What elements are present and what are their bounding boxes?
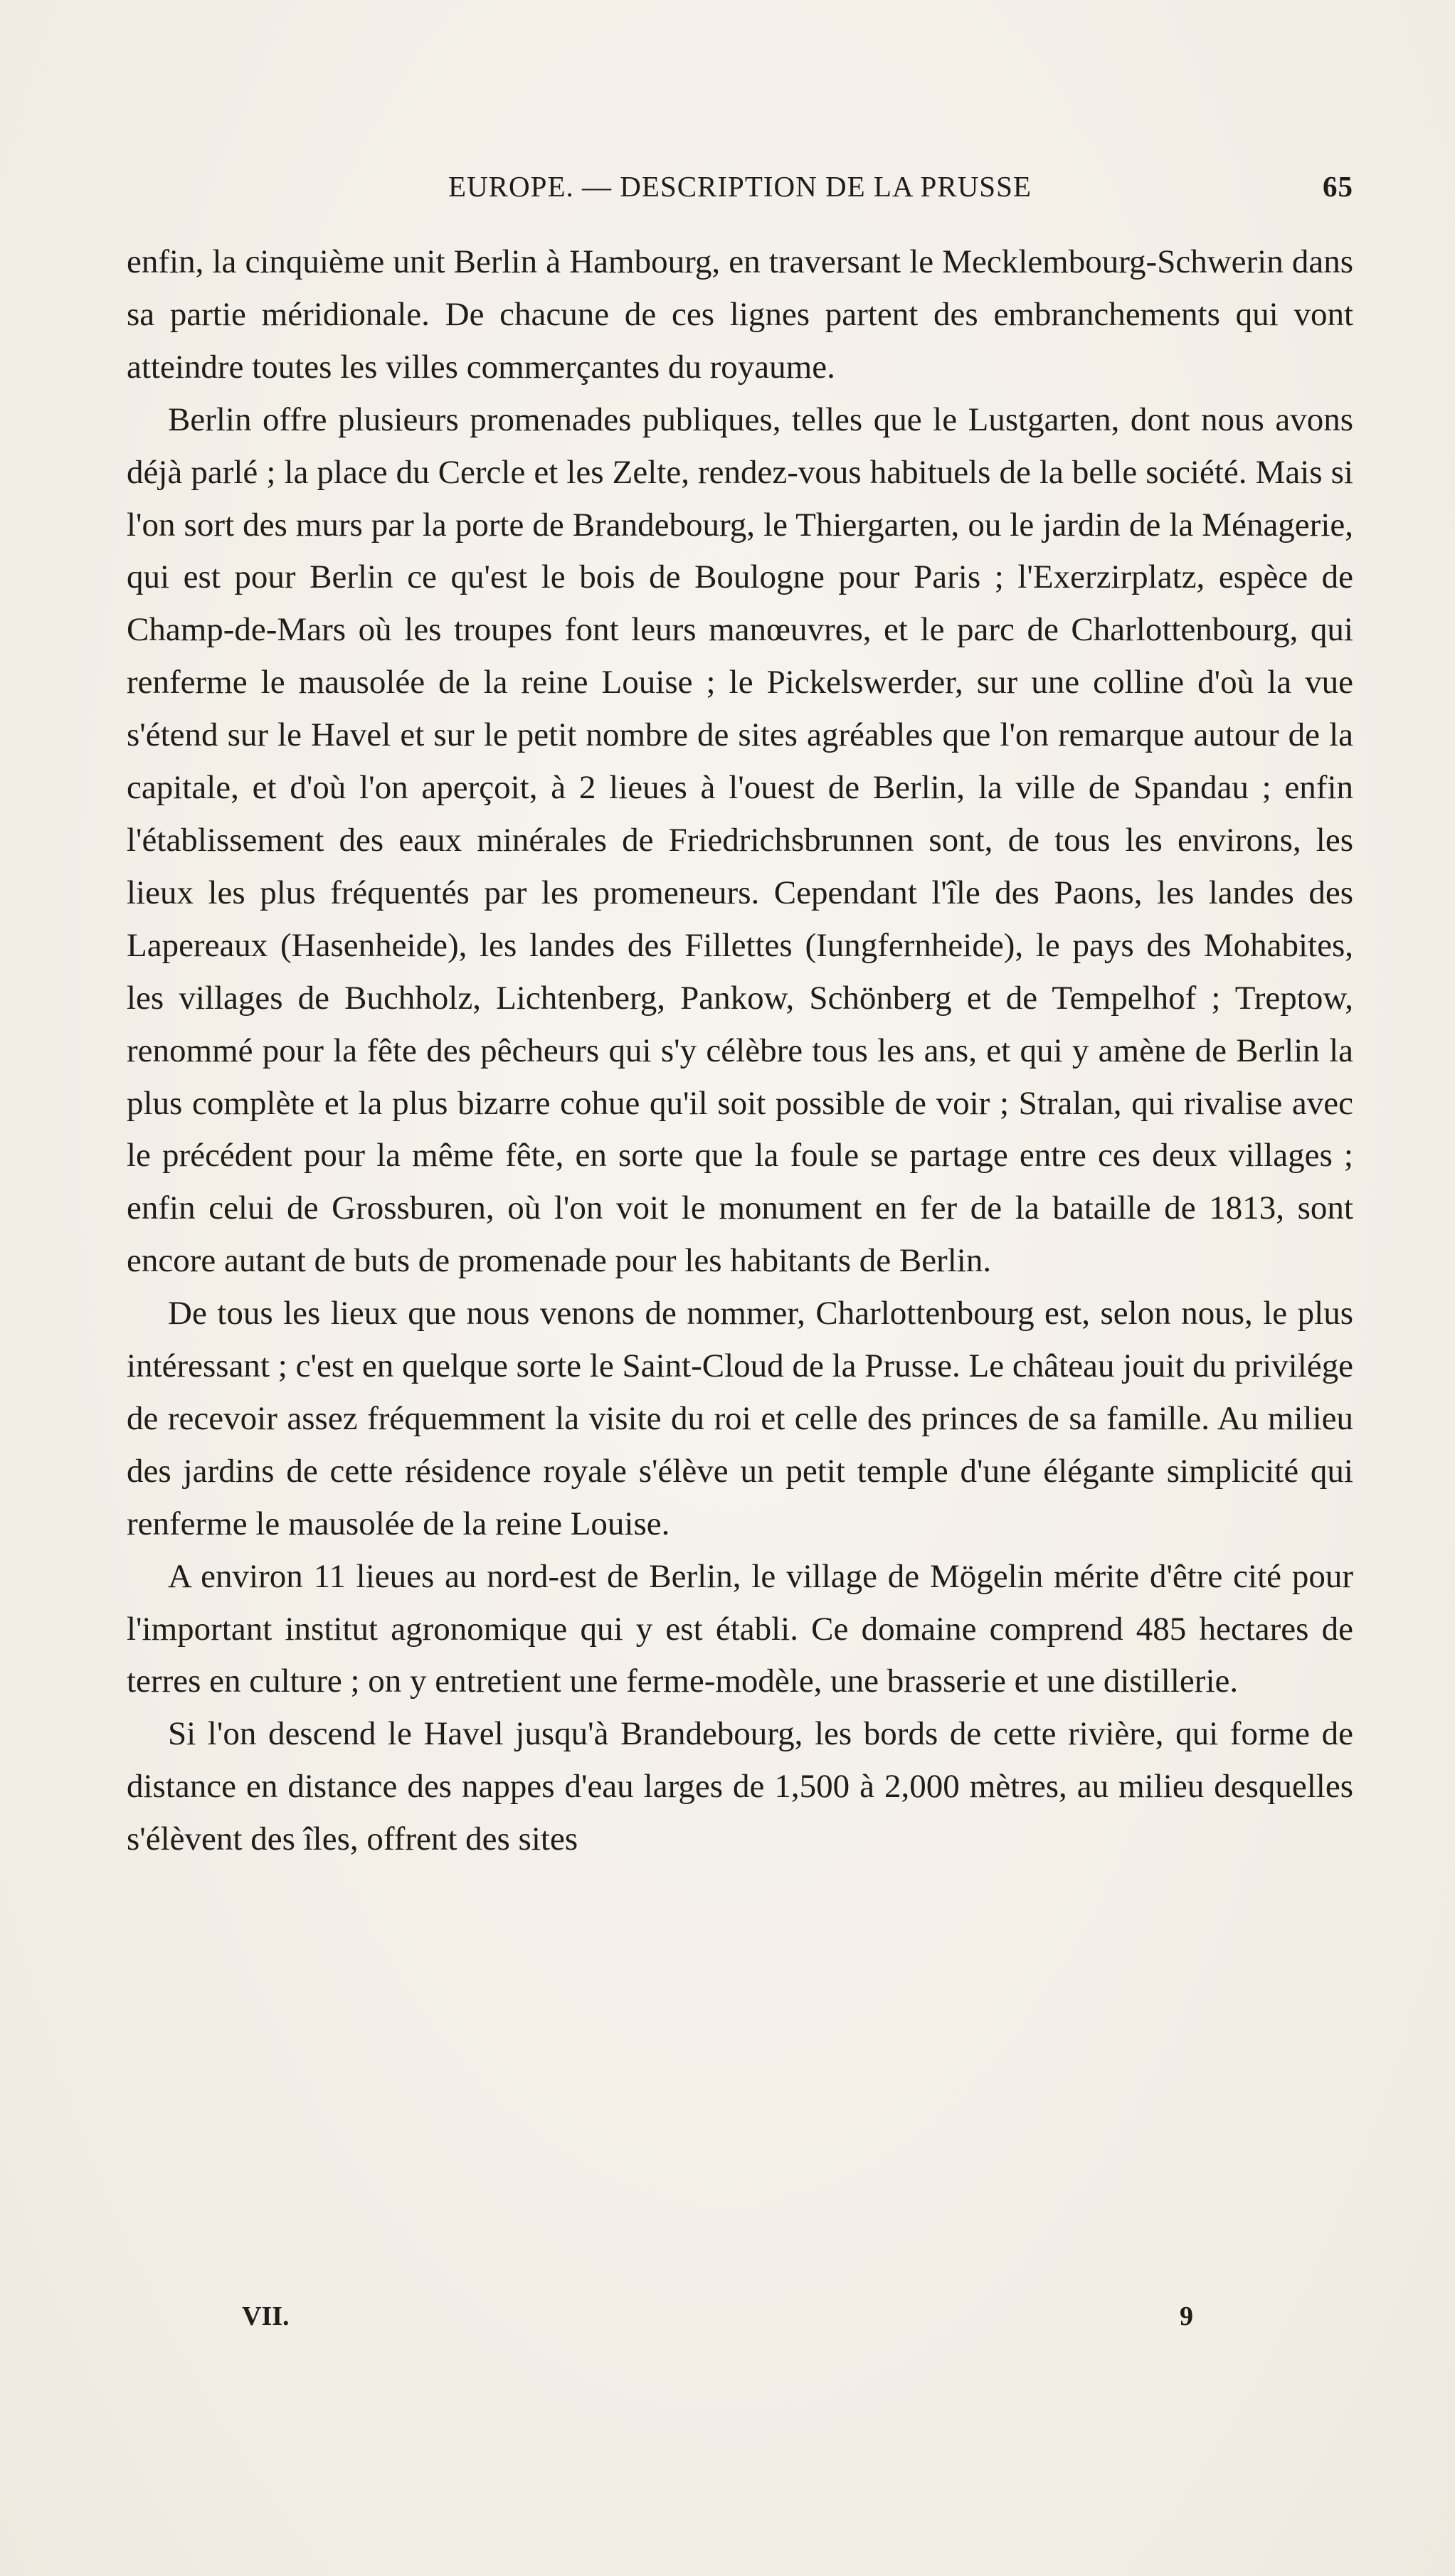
paragraph-3: De tous les lieux que nous venons de nommer, Charlottenbourg est, selon nous, le plus intéressant ; c'est en quelque sorte le Saint-Cloud de la Prusse. Le château jouit du privilége de recevoir assez fréquemment la visite du roi et celle des princes de sa famille. Au milieu des jardins de cette résidence royale s'élève un petit temple d'une élégante simplicité qui renferme le mausolée de la reine Louise. (127, 1295, 1353, 1542)
page-footer (127, 2301, 1353, 2336)
page-number: 65 (1323, 170, 1353, 203)
running-head: EUROPE. — DESCRIPTION DE LA PRUSSE (448, 170, 1032, 203)
page-header (127, 169, 1353, 212)
paragraph-5: Si l'on descend le Havel jusqu'à Brandebourg, les bords de cette rivière, qui forme de distance en distance des nappes d'eau larges de 1,500 à 2,000 mètres, au milieu desquelles s'élèvent des îles, offrent des sites (127, 1715, 1353, 1858)
paragraph-1: enfin, la cinquième unit Berlin à Hambourg, en traversant le Mecklembourg-Schwerin dans sa partie méridionale. De chacune de ces lignes partent des embranchements qui vont atteindre toutes les villes commerçantes du royaume. (127, 243, 1353, 386)
signature-mark: VII. (242, 2301, 290, 2331)
paragraph-2: Berlin offre plusieurs promenades publiques, telles que le Lustgarten, dont nous avons déjà parlé ; la place du Cercle et les Zelte, rendez-vous habituels de la belle société. Mais si l'on sort des murs par la porte de Brandebourg, le Thiergarten, ou le jardin de la Ménagerie, qui est pour Berlin ce qu'est le bois de Boulogne pour Paris ; l'Exerzirplatz, espèce de Champ-de-Mars où les troupes font leurs manœuvres, et le parc de Charlottenbourg, qui renferme le mausolée de la reine Louise ; le Pickelswerder, sur une colline d'où la vue s'étend sur le Havel et sur le petit nombre de sites agréables que l'on remarque autour de la capitale, et d'où l'on aperçoit, à 2 lieues à l'ouest de Berlin, la ville de Spandau ; enfin l'établissement des eaux minérales de Friedrichsbrunnen sont, de tous les environs, les lieux les plus fréquentés par les promeneurs. Cependant l'île des Paons, les landes des Lapereaux (Hasenheide), les landes des Fillettes (Iungfernheide), le pays des Mohabites, les villages de Buchholz, Lichtenberg, Pankow, Schönberg et de Tempelhof ; Treptow, renommé pour la fête des pêcheurs qui s'y célèbre tous les ans, et qui y amène de Berlin la plus complète et la plus bizarre cohue qu'il soit possible de voir ; Stralan, qui rivalise avec le précédent pour la même fête, en sorte que la foule se partage entre ces deux villages ; enfin celui de Grossburen, où l'on voit le monument en fer de la bataille de 1813, sont encore autant de buts de promenade pour les habitants de Berlin. (127, 401, 1353, 1280)
paragraph-4: A environ 11 lieues au nord-est de Berlin, le village de Mögelin mérite d'être cité pour l'important institut agronomique qui y est établi. Ce domaine comprend 485 hectares de terres en culture ; on y entretient une ferme-modèle, une brasserie et une distillerie. (127, 1557, 1353, 1700)
sheet-number: 9 (1180, 2301, 1193, 2331)
page-body (127, 236, 1353, 1866)
